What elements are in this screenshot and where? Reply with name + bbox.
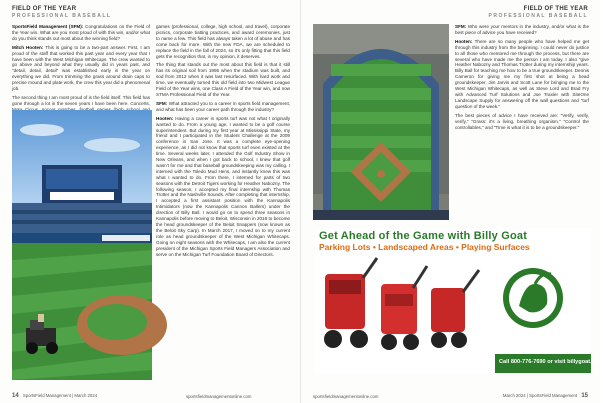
left-page-header — [12, 6, 111, 20]
equipment-vacuum — [381, 266, 427, 350]
paragraph-text: Having a career in sports turf was not what I originally wanted to do. From a young age, I wanted to be a golf course superintendent. But during my first year at Mississippi State, my friend and I participated in the Student Challenge at the 2009 conference in San Jose. It was a complete eye-opening experience, as I did not know that sports turf even existed at the time. Several weeks later, I attended the Golf Industry Show in New Orleans, and when I got back to school, I knew that golf wasn't for me and that baseball groundskeeping was my calling. I interned with the Toledo Mud Hens, and instantly knew this was what I wanted to do. From there, I interned for parts of two seasons with the Detroit Tigers working for Heather Nabozny. The following season, I accepted my final internship with Thomas Trotter and the Nashville Sounds. After completing that internship, I accepted a first assistant position with the Kannapolis Intimidators (now the Kannapolis Cannon Ballers) under the direction of Billy Ball. I would go on to spend three seasons in Kannapolis before moving to Beloit, Wisconsin in 2016 to become the head groundskeeper of the Beloit Snappers (now known as the Beloit Sky Carp). In March 2017, I moved on to my current role as head groundskeeper of the West Michigan Whitecaps. Going on eight seasons with the Whitecaps, I am also the current president of the Michigan Sports Field Managers Association and serve on the Michigan Turf Foundation Board of Directors. — [156, 115, 290, 257]
stadium-photo-image — [12, 110, 152, 380]
paragraph-text: There are so many people who have helped me get through this industry from the beginning. I could never do justice to all those who mentored me through the process, but there are several who have made me the person I am today. I also "give Heather Nabozny and Thomas Trotter during my internship years. Billy Ball for teaching me how to be a true groundskeeper. Dennis Cameron for giving me my first shot at being a head groundskeeper. Jim Jarvis and Scott Lane for bringing me to the West Michigan Whitecaps, as well as Steve Lord and Brad Fry with Advanced Turf Solutions and Joe Traxler with SiteOne Landscape Supply for answering off the wall questions and "turf question of the week." — [455, 38, 589, 109]
equipment-seeder — [431, 270, 479, 348]
speaker-label: Mitch Hooten: — [12, 44, 44, 50]
speaker-label: SFM: — [156, 100, 168, 106]
right-page-number: 15 — [581, 393, 588, 399]
left-footer-publication: SportsField Management | March 2024 — [22, 393, 98, 398]
left-column-2 — [156, 24, 290, 384]
ad-header — [315, 228, 591, 242]
right-page — [300, 0, 603, 403]
left-column-1 — [12, 24, 150, 108]
paragraph-text: This is going to be a two-part answer. First, I am proud of the staff that worked this past year and every year that I have been with the West Michigan Whitecaps. The crew wanted to go above and beyond what they usually did in years past, and "detail, detail, detail" was established early in the year on everything we did. From trimming the grass around drain caps to precise mound and plate work, the crew this year did a phenomenal job. — [12, 44, 150, 92]
speaker-label: Hooten: — [156, 115, 174, 121]
left-footer — [12, 393, 97, 399]
article-paragraph — [12, 45, 150, 92]
ad-tagline-strip — [315, 242, 591, 254]
ad-tagline: Parking Lots • Landscaped Areas • Playing Surfaces — [319, 242, 530, 252]
article-paragraph — [455, 113, 589, 131]
equipment-blower — [324, 258, 377, 348]
ad-title: Get Ahead of the Game with Billy Goat — [319, 230, 528, 242]
stadium-photo — [12, 110, 152, 380]
ad-contact-text: Call 800-776-7690 or visit billygoat.com — [499, 359, 603, 365]
aerial-field-image — [313, 24, 449, 220]
article-paragraph — [156, 116, 290, 258]
paragraph-text: Who were your mentors in the industry, and/or what is the best piece of advice you have received? — [455, 24, 589, 35]
article-paragraph — [156, 24, 290, 59]
paragraph-text: The best pieces of advice I have received are: "Verify, verify, verify," "Grass: it's a living, breathing organism," "Control the controllables," and "Time is what it is to be a groundskeeper." — [455, 112, 589, 130]
paragraph-text: games (professional, college, high school, and travel), corporate picnics, corporate batting practices, and award ceremonies, just to name a few. This field has always taken a lot of abuse and has come back for more. With the new FDA, we are scheduled to replace the field in the fall of 2024, so it's only fitting that this field gets the recognition that, in my opinion, it deserves. — [156, 24, 290, 59]
paragraph-text: What attracted you to a career in sports field management, and what has been your career path through the industry? — [156, 100, 290, 112]
paragraph-text: The second thing I am most proud of is the field itself. This field has gone through a lot in the seven years I have been here. Concerts, — [12, 94, 150, 106]
speaker-label: SFM: — [455, 24, 467, 29]
paragraph-text: The thing that stands out the most about this field is that it still has its original soil from 1995 when the stadium was built, and sod from 2012 when it was last resurfaced. With hard work and time, we eventually turned this old field into two Midwest League Field of the Year wins, one Class A Field of the Year win, and now STMA Professional Field of the Year. — [156, 62, 290, 97]
article-paragraph — [455, 24, 589, 36]
left-page-number: 14 — [12, 393, 19, 399]
speaker-label: Hooten: — [455, 38, 473, 44]
right-footer-url[interactable]: sportsfieldmanagementonline.com — [313, 394, 379, 399]
article-paragraph — [12, 24, 150, 42]
billy-goat-advertisement[interactable] — [315, 228, 603, 373]
left-header-title: FIELD OF THE YEAR — [12, 6, 77, 12]
right-header-title: FIELD OF THE YEAR — [523, 6, 588, 12]
article-paragraph — [156, 62, 290, 97]
paragraph-text: Congratulations on the Field of the Year win. What are you most proud of with this win, and/or what do you think stands out most about the winning field? — [12, 24, 151, 41]
left-page — [0, 0, 300, 403]
right-header-subtitle: PROFESSIONAL BASEBALL — [488, 13, 588, 19]
right-column-1 — [455, 24, 589, 224]
right-page-header — [489, 6, 588, 20]
left-footer-url[interactable]: sportsfieldmanagementonline.com — [186, 394, 252, 399]
speaker-label: SportsField Management (SFM): — [12, 24, 84, 29]
article-paragraph — [455, 39, 589, 110]
left-header-subtitle: PROFESSIONAL BASEBALL — [12, 13, 112, 19]
ad-contact-footer[interactable] — [495, 354, 603, 373]
article-paragraph — [156, 101, 290, 113]
right-footer-publication: March 2024 | SportsField Management — [502, 393, 578, 398]
aerial-field-photo — [313, 24, 449, 220]
right-footer — [503, 393, 588, 399]
